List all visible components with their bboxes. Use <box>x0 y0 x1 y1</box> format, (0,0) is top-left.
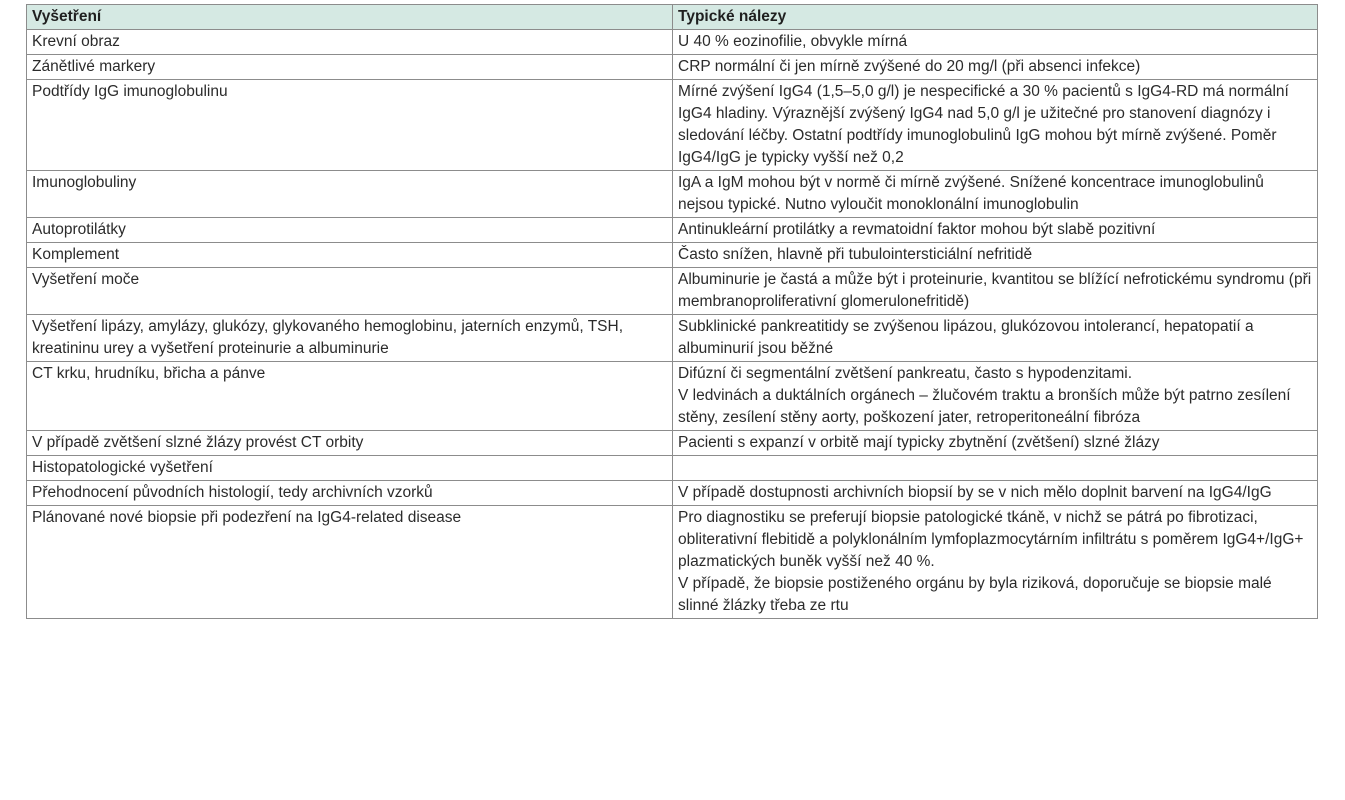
table-row <box>27 80 1318 171</box>
examination-cell: Vyšetření lipázy, amylázy, glukózy, glykovaného hemoglobinu, jaterních enzymů, TSH, kreatininu urey a vyšetření proteinurie a albuminurie <box>27 315 673 362</box>
finding-cell: Mírné zvýšení IgG4 (1,5–5,0 g/l) je nespecifické a 30 % pacientů s IgG4-RD má normální IgG4 hladiny. Výraznější zvýšený IgG4 nad 5,0 g/l je užitečné pro stanovení diagnózy i sledování léčby. Ostatní podtřídy imunoglobulinů IgG mohou být mírně zvýšené. Poměr IgG4/IgG je typicky vyšší než 0,2 <box>673 80 1318 171</box>
examination-cell: Komplement <box>27 243 673 268</box>
examination-cell: Autoprotilátky <box>27 218 673 243</box>
examination-cell: Vyšetření moče <box>27 268 673 315</box>
table-row <box>27 218 1318 243</box>
finding-cell: Antinukleární protilátky a revmatoidní faktor mohou být slabě pozitivní <box>673 218 1318 243</box>
table-header-row <box>27 5 1318 30</box>
examination-cell: CT krku, hrudníku, břicha a pánve <box>27 362 673 431</box>
table-row <box>27 431 1318 456</box>
findings-table-container <box>26 4 1317 619</box>
examination-cell: Imunoglobuliny <box>27 171 673 218</box>
finding-cell: Pacienti s expanzí v orbitě mají typicky zbytnění (zvětšení) slzné žlázy <box>673 431 1318 456</box>
examination-cell: Krevní obraz <box>27 30 673 55</box>
examination-cell: V případě zvětšení slzné žlázy provést CT orbity <box>27 431 673 456</box>
header-examination: Vyšetření <box>27 5 673 30</box>
finding-cell: Často snížen, hlavně při tubulointersticiální nefritidě <box>673 243 1318 268</box>
table-row <box>27 362 1318 431</box>
examination-cell: Plánované nové biopsie při podezření na IgG4-related disease <box>27 506 673 619</box>
table-row <box>27 456 1318 481</box>
finding-cell <box>673 456 1318 481</box>
finding-cell: Subklinické pankreatitidy se zvýšenou lipázou, glukózovou intolerancí, hepatopatií a albuminurií jsou běžné <box>673 315 1318 362</box>
finding-cell: CRP normální či jen mírně zvýšené do 20 mg/l (při absenci infekce) <box>673 55 1318 80</box>
examination-cell: Přehodnocení původních histologií, tedy archivních vzorků <box>27 481 673 506</box>
finding-cell: Albuminurie je častá a může být i proteinurie, kvantitou se blížící nefrotickému syndromu (při membranoproliferativní glomerulonefritidě) <box>673 268 1318 315</box>
table-row <box>27 55 1318 80</box>
finding-cell: IgA a IgM mohou být v normě či mírně zvýšené. Snížené koncentrace imunoglobulinů nejsou typické. Nutno vyloučit monoklonální imunoglobulin <box>673 171 1318 218</box>
table-row <box>27 30 1318 55</box>
finding-cell: V případě dostupnosti archivních biopsií by se v nich mělo doplnit barvení na IgG4/IgG <box>673 481 1318 506</box>
header-typical-findings: Typické nálezy <box>673 5 1318 30</box>
table-row <box>27 481 1318 506</box>
table-row <box>27 315 1318 362</box>
findings-table <box>26 4 1318 619</box>
finding-cell: U 40 % eozinofilie, obvykle mírná <box>673 30 1318 55</box>
examination-cell: Histopatologické vyšetření <box>27 456 673 481</box>
table-row <box>27 171 1318 218</box>
finding-cell: Difúzní či segmentální zvětšení pankreatu, často s hypodenzitami. V ledvinách a duktálních orgánech – žlučovém traktu a bronších může být patrno zesílení stěny, zesílení stěny aorty, poškození jater, retroperitoneální fibróza <box>673 362 1318 431</box>
examination-cell: Podtřídy IgG imunoglobulinu <box>27 80 673 171</box>
finding-cell: Pro diagnostiku se preferují biopsie patologické tkáně, v nichž se pátrá po fibrotizaci, obliterativní flebitidě a polyklonálním lymfoplazmocytárním infiltrátu s poměrem IgG4+/IgG+ plazmatických buněk vyšší než 40 %. V případě, že biopsie postiženého orgánu by byla riziková, doporučuje se biopsie malé slinné žlázky třeba ze rtu <box>673 506 1318 619</box>
table-row <box>27 268 1318 315</box>
examination-cell: Zánětlivé markery <box>27 55 673 80</box>
table-row <box>27 506 1318 619</box>
table-row <box>27 243 1318 268</box>
